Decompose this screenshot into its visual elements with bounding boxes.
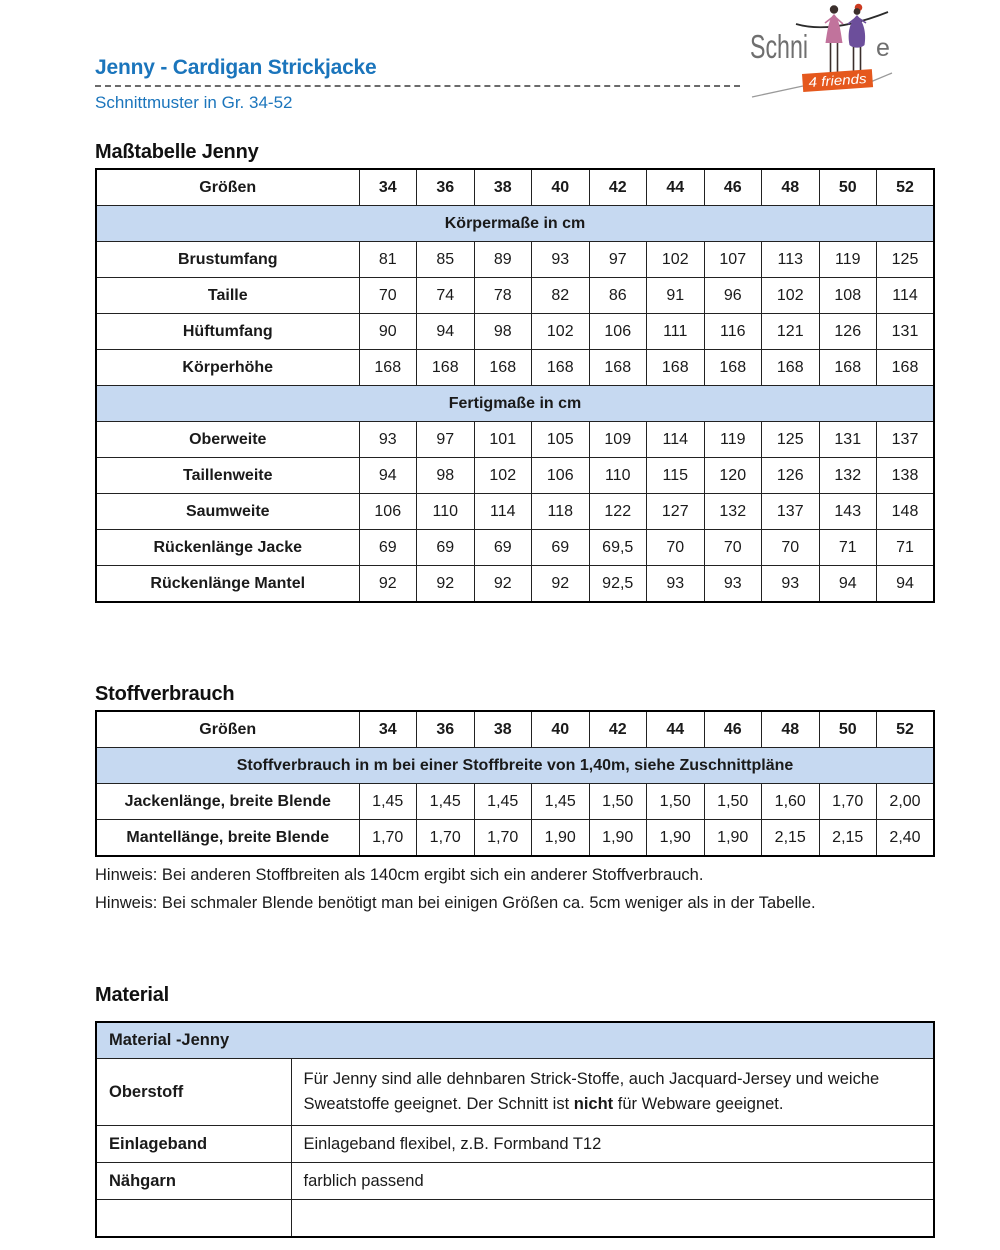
value-cell: 125 bbox=[877, 242, 935, 278]
size-cell: 34 bbox=[359, 169, 417, 206]
value-cell: Einlageband flexibel, z.B. Formband T12 bbox=[291, 1125, 934, 1162]
size-cell: 42 bbox=[589, 711, 647, 748]
size-cell: 48 bbox=[762, 169, 820, 206]
measure-row bbox=[96, 314, 934, 350]
value-cell: 94 bbox=[359, 458, 417, 494]
value-cell: 137 bbox=[877, 422, 935, 458]
value-cell: 93 bbox=[704, 566, 762, 603]
value-cell: 106 bbox=[532, 458, 590, 494]
material-table bbox=[95, 1021, 935, 1238]
value-cell: 71 bbox=[819, 530, 877, 566]
value-cell: 1,45 bbox=[359, 784, 417, 820]
value-cell: 94 bbox=[819, 566, 877, 603]
value-cell: 1,45 bbox=[474, 784, 532, 820]
value-cell: 90 bbox=[359, 314, 417, 350]
value-cell: 2,15 bbox=[819, 820, 877, 857]
value-cell: 2,40 bbox=[877, 820, 935, 857]
value-cell: 168 bbox=[819, 350, 877, 386]
value-cell: 93 bbox=[532, 242, 590, 278]
value-cell: 70 bbox=[762, 530, 820, 566]
value-cell: 131 bbox=[819, 422, 877, 458]
measure-row bbox=[96, 278, 934, 314]
value-cell bbox=[291, 1058, 934, 1125]
logo-word-end: e bbox=[876, 34, 890, 62]
title-divider bbox=[95, 85, 740, 87]
oberstoff-highlight: nicht bbox=[573, 1094, 614, 1113]
value-cell: 113 bbox=[762, 242, 820, 278]
value-cell: 109 bbox=[589, 422, 647, 458]
note-line: Hinweis: Bei schmaler Blende benötigt man bei einigen Größen ca. 5cm weniger als in der Tabelle. bbox=[95, 893, 816, 912]
value-cell: 78 bbox=[474, 278, 532, 314]
row-label-cell: Taille bbox=[96, 278, 359, 314]
stoff-table bbox=[95, 710, 935, 857]
value-cell: 1,70 bbox=[359, 820, 417, 857]
row-label-cell: Brustumfang bbox=[96, 242, 359, 278]
size-cell: 34 bbox=[359, 711, 417, 748]
row-label-cell: Hüftumfang bbox=[96, 314, 359, 350]
logo-badge-label: 4 friends bbox=[808, 71, 861, 91]
measure-row bbox=[96, 566, 934, 603]
measure-row bbox=[96, 530, 934, 566]
value-cell: 168 bbox=[704, 350, 762, 386]
value-cell: 132 bbox=[704, 494, 762, 530]
value-cell: 81 bbox=[359, 242, 417, 278]
value-cell: 86 bbox=[589, 278, 647, 314]
size-cell: 40 bbox=[532, 711, 590, 748]
value-cell: 92 bbox=[359, 566, 417, 603]
value-cell: 92 bbox=[474, 566, 532, 603]
page-title: Jenny - Cardigan Strickjacke bbox=[95, 56, 377, 79]
size-cell: 46 bbox=[704, 711, 762, 748]
measure-row bbox=[96, 458, 934, 494]
value-cell: 70 bbox=[359, 278, 417, 314]
value-cell: 85 bbox=[417, 242, 475, 278]
value-cell: 1,90 bbox=[532, 820, 590, 857]
value-cell: 108 bbox=[819, 278, 877, 314]
value-cell: 69 bbox=[417, 530, 475, 566]
value-cell: 110 bbox=[417, 494, 475, 530]
value-cell: 89 bbox=[474, 242, 532, 278]
band-header-cell: Stoffverbrauch in m bei einer Stoffbreite von 1,40m, siehe Zuschnittpläne bbox=[96, 748, 934, 784]
value-cell: 91 bbox=[647, 278, 705, 314]
value-cell: 138 bbox=[877, 458, 935, 494]
value-cell: 106 bbox=[589, 314, 647, 350]
material-row bbox=[96, 1162, 934, 1199]
size-cell: 38 bbox=[474, 711, 532, 748]
value-cell: 82 bbox=[532, 278, 590, 314]
measure-row bbox=[96, 350, 934, 386]
value-cell: 148 bbox=[877, 494, 935, 530]
value-cell: 102 bbox=[762, 278, 820, 314]
value-cell: 107 bbox=[704, 242, 762, 278]
value-cell: 168 bbox=[877, 350, 935, 386]
size-cell: 36 bbox=[417, 711, 475, 748]
measure-row bbox=[96, 242, 934, 278]
value-cell: 119 bbox=[819, 242, 877, 278]
value-cell: 114 bbox=[474, 494, 532, 530]
value-cell: 168 bbox=[589, 350, 647, 386]
material-header-row bbox=[96, 1022, 934, 1058]
value-cell: 94 bbox=[417, 314, 475, 350]
value-cell: farblich passend bbox=[291, 1162, 934, 1199]
value-cell: 102 bbox=[647, 242, 705, 278]
value-cell: 92,5 bbox=[589, 566, 647, 603]
value-cell: 74 bbox=[417, 278, 475, 314]
size-cell: 38 bbox=[474, 169, 532, 206]
value-cell: 132 bbox=[819, 458, 877, 494]
value-cell: 102 bbox=[474, 458, 532, 494]
value-cell: 1,90 bbox=[589, 820, 647, 857]
size-header-row bbox=[96, 169, 934, 206]
value-cell: 102 bbox=[532, 314, 590, 350]
value-cell: 115 bbox=[647, 458, 705, 494]
size-cell: 42 bbox=[589, 169, 647, 206]
size-header-row bbox=[96, 711, 934, 748]
row-label-cell: Rückenlänge Mantel bbox=[96, 566, 359, 603]
row-label-cell: Jackenlänge, breite Blende bbox=[96, 784, 359, 820]
value-cell: 114 bbox=[647, 422, 705, 458]
row-label-cell: Einlageband bbox=[96, 1125, 291, 1162]
material-header-cell: Material -Jenny bbox=[96, 1022, 934, 1058]
value-cell: 168 bbox=[647, 350, 705, 386]
value-cell: 116 bbox=[704, 314, 762, 350]
row-label-cell: Saumweite bbox=[96, 494, 359, 530]
row-label-cell: Rückenlänge Jacke bbox=[96, 530, 359, 566]
value-cell: 131 bbox=[877, 314, 935, 350]
value-cell: 1,45 bbox=[532, 784, 590, 820]
value-cell: 1,60 bbox=[762, 784, 820, 820]
value-cell: 168 bbox=[417, 350, 475, 386]
note-line: Hinweis: Bei anderen Stoffbreiten als 140cm ergibt sich ein anderer Stoffverbrauch. bbox=[95, 866, 704, 884]
value-cell: 1,50 bbox=[704, 784, 762, 820]
measure-row bbox=[96, 422, 934, 458]
value-cell: 97 bbox=[417, 422, 475, 458]
band-row bbox=[96, 748, 934, 784]
value-cell: 168 bbox=[762, 350, 820, 386]
mass-table bbox=[95, 168, 935, 603]
value-cell: 106 bbox=[359, 494, 417, 530]
size-cell: 40 bbox=[532, 169, 590, 206]
value-cell: 126 bbox=[819, 314, 877, 350]
size-cell: 52 bbox=[877, 711, 935, 748]
mass-table-heading: Maßtabelle Jenny bbox=[95, 141, 259, 163]
value-cell: 2,15 bbox=[762, 820, 820, 857]
row-label-cell: Oberweite bbox=[96, 422, 359, 458]
measure-row bbox=[96, 820, 934, 857]
value-cell: 71 bbox=[877, 530, 935, 566]
value-cell: 1,90 bbox=[647, 820, 705, 857]
page-subtitle: Schnittmuster in Gr. 34-52 bbox=[95, 93, 293, 112]
value-cell: 69,5 bbox=[589, 530, 647, 566]
value-cell: 1,70 bbox=[819, 784, 877, 820]
value-cell: 70 bbox=[647, 530, 705, 566]
material-empty-row bbox=[96, 1199, 934, 1237]
logo-word-start: Schni bbox=[750, 28, 808, 65]
value-cell: 127 bbox=[647, 494, 705, 530]
value-cell: 2,00 bbox=[877, 784, 935, 820]
oberstoff-text: Für Jenny sind alle dehnbaren Strick-Stoffe, auch Jacquard-Jersey und weiche Sweatstoffe geeignet. Der Schnitt ist bbox=[303, 1070, 880, 1113]
value-cell: 70 bbox=[704, 530, 762, 566]
empty-cell bbox=[291, 1199, 934, 1237]
value-cell: 93 bbox=[762, 566, 820, 603]
value-cell: 126 bbox=[762, 458, 820, 494]
value-cell: 122 bbox=[589, 494, 647, 530]
sizes-label-cell: Größen bbox=[96, 169, 359, 206]
value-cell: 118 bbox=[532, 494, 590, 530]
oberstoff-text: für Webware geeignet. bbox=[613, 1094, 784, 1113]
value-cell: 114 bbox=[877, 278, 935, 314]
value-cell: 121 bbox=[762, 314, 820, 350]
size-cell: 46 bbox=[704, 169, 762, 206]
material-row bbox=[96, 1125, 934, 1162]
value-cell: 168 bbox=[359, 350, 417, 386]
value-cell: 137 bbox=[762, 494, 820, 530]
row-label-cell: Körperhöhe bbox=[96, 350, 359, 386]
value-cell: 1,50 bbox=[647, 784, 705, 820]
value-cell: 92 bbox=[417, 566, 475, 603]
value-cell: 111 bbox=[647, 314, 705, 350]
value-cell: 92 bbox=[532, 566, 590, 603]
value-cell: 105 bbox=[532, 422, 590, 458]
size-cell: 44 bbox=[647, 711, 705, 748]
value-cell: 168 bbox=[532, 350, 590, 386]
material-heading: Material bbox=[95, 984, 169, 1007]
value-cell: 125 bbox=[762, 422, 820, 458]
value-cell: 168 bbox=[474, 350, 532, 386]
value-cell: 69 bbox=[532, 530, 590, 566]
value-cell: 143 bbox=[819, 494, 877, 530]
measure-row bbox=[96, 494, 934, 530]
band-header-cell: Fertigmaße in cm bbox=[96, 386, 934, 422]
value-cell: 93 bbox=[359, 422, 417, 458]
row-label-cell: Nähgarn bbox=[96, 1162, 291, 1199]
value-cell: 1,90 bbox=[704, 820, 762, 857]
measure-row bbox=[96, 784, 934, 820]
value-cell: 69 bbox=[359, 530, 417, 566]
value-cell: 101 bbox=[474, 422, 532, 458]
row-label-cell: Taillenweite bbox=[96, 458, 359, 494]
value-cell: 119 bbox=[704, 422, 762, 458]
value-cell: 98 bbox=[474, 314, 532, 350]
empty-cell bbox=[96, 1199, 291, 1237]
stoff-notes bbox=[95, 863, 937, 916]
band-row bbox=[96, 386, 934, 422]
value-cell: 96 bbox=[704, 278, 762, 314]
value-cell: 69 bbox=[474, 530, 532, 566]
value-cell: 1,50 bbox=[589, 784, 647, 820]
value-cell: 93 bbox=[647, 566, 705, 603]
value-cell: 120 bbox=[704, 458, 762, 494]
size-cell: 50 bbox=[819, 711, 877, 748]
size-cell: 50 bbox=[819, 169, 877, 206]
row-label-cell: Mantellänge, breite Blende bbox=[96, 820, 359, 857]
size-cell: 44 bbox=[647, 169, 705, 206]
size-cell: 36 bbox=[417, 169, 475, 206]
value-cell: 97 bbox=[589, 242, 647, 278]
value-cell: 1,70 bbox=[417, 820, 475, 857]
size-cell: 48 bbox=[762, 711, 820, 748]
value-cell: 98 bbox=[417, 458, 475, 494]
value-cell: 1,70 bbox=[474, 820, 532, 857]
band-row bbox=[96, 206, 934, 242]
band-header-cell: Körpermaße in cm bbox=[96, 206, 934, 242]
row-label-cell: Oberstoff bbox=[96, 1058, 291, 1125]
material-row bbox=[96, 1058, 934, 1125]
sizes-label-cell: Größen bbox=[96, 711, 359, 748]
size-cell: 52 bbox=[877, 169, 935, 206]
value-cell: 94 bbox=[877, 566, 935, 603]
value-cell: 1,45 bbox=[417, 784, 475, 820]
value-cell: 110 bbox=[589, 458, 647, 494]
stoff-table-heading: Stoffverbrauch bbox=[95, 683, 235, 705]
